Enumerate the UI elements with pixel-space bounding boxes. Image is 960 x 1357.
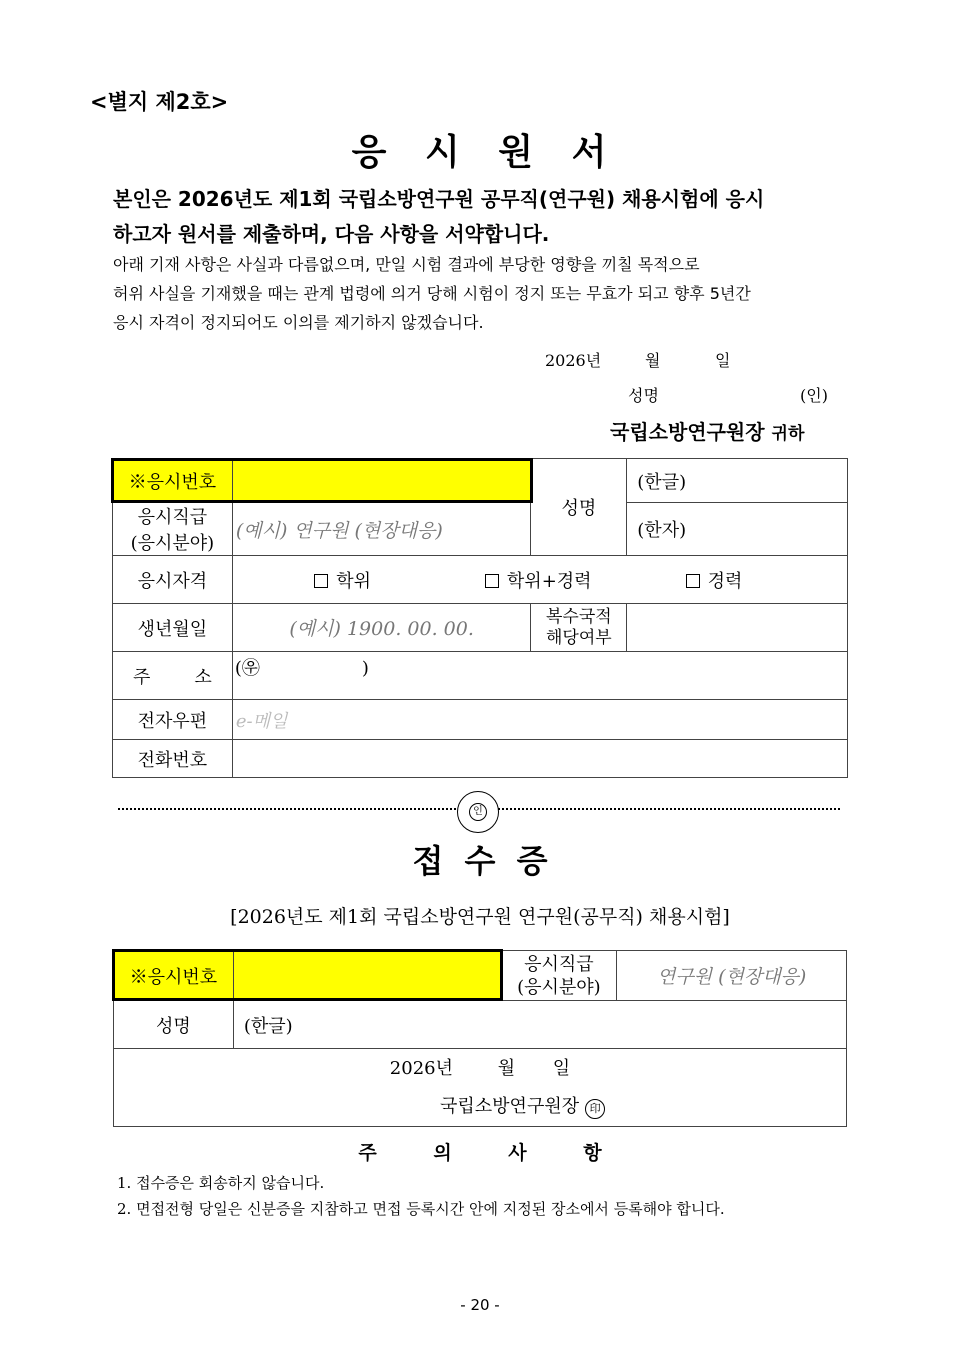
receipt-korean-label: (한글) <box>243 1015 293 1037</box>
receipt-issuer <box>114 1088 846 1126</box>
address-label-char-1: 주 <box>133 666 151 688</box>
qualification-option-career[interactable] <box>686 567 786 593</box>
receipt-table <box>113 950 847 1127</box>
dual-nationality-label <box>531 604 627 652</box>
application-table <box>112 458 848 778</box>
addressee <box>610 416 804 445</box>
phone-field[interactable] <box>232 740 847 778</box>
receipt-position-value: 연구원 (현장대응) <box>617 951 847 1001</box>
address-label-char-2: 소 <box>194 666 212 688</box>
position-label <box>113 503 233 556</box>
receipt-name-field[interactable] <box>233 1001 846 1049</box>
receipt-position-line-1: 응시직급 <box>524 953 594 975</box>
receipt-subtitle: [2026년도 제1회 국립소방연구원 연구원(공무직) 채용시험] <box>230 906 730 928</box>
pledge-text <box>113 250 848 337</box>
appendix-label: <별지 제2호> <box>90 90 229 114</box>
postal-suffix: ) <box>361 658 369 679</box>
email-field[interactable]: e-메일 <box>232 700 847 740</box>
phone-label: 전화번호 <box>113 740 233 778</box>
receipt-position-label <box>501 951 617 1001</box>
date-month: 월 <box>645 351 661 370</box>
sign-name-label: 성명 <box>628 386 659 405</box>
qualification-options <box>232 556 847 604</box>
addressee-name: 국립소방연구원장 <box>610 420 765 444</box>
name-label: 성명 <box>531 459 627 556</box>
korean-label: (한글) <box>637 471 687 493</box>
declaration-line-2: 하고자 원서를 제출하며, 다음 사항을 서약합니다. <box>113 222 550 246</box>
receipt-date-day: 일 <box>552 1057 571 1079</box>
name-hanja-field[interactable] <box>627 503 848 556</box>
date-year: 2026년 <box>545 351 602 370</box>
pledge-line-3: 응시 자격이 정지되어도 이의를 제기하지 않겠습니다. <box>113 313 484 332</box>
checkbox-icon[interactable] <box>485 574 499 588</box>
receipt-date <box>114 1050 846 1088</box>
notice-item: 1. 접수증은 회송하지 않습니다. <box>117 1174 325 1192</box>
sign-seal: (인) <box>800 386 828 405</box>
address-label <box>113 652 233 700</box>
checkbox-icon[interactable] <box>686 574 700 588</box>
receipt-exam-number-field[interactable] <box>233 951 501 1001</box>
checkbox-icon[interactable] <box>314 574 328 588</box>
sign-line <box>628 383 828 406</box>
receipt-name-label: 성명 <box>114 1001 234 1049</box>
exam-number-field[interactable] <box>232 459 531 503</box>
pledge-line-2: 허위 사실을 기재했을 때는 관계 법령에 의거 당해 시험이 정지 또는 무효가 되고 향후 5년간 <box>113 284 751 303</box>
notice-item: 2. 면접전형 당일은 신분증을 지참하고 면접 등록시간 안에 지정된 장소에서 등록해야 합니다. <box>117 1200 725 1218</box>
option-label: 학위+경력 <box>506 570 592 592</box>
postal-prefix: (㉾ <box>234 658 260 679</box>
addressee-honorific: 귀하 <box>771 424 805 444</box>
dual-nationality-line-2: 해당여부 <box>546 627 612 648</box>
declaration-line-1: 본인은 2026년도 제1회 국립소방연구원 공무직(연구원) 채용시험에 응시 <box>113 187 765 211</box>
date-day: 일 <box>715 351 731 370</box>
dual-nationality-field[interactable] <box>627 604 848 652</box>
receipt-position-line-2: (응시분야) <box>517 976 601 998</box>
seal-stamp-mark: 인 <box>469 803 487 821</box>
receipt-title: 접 수 증 <box>412 842 548 880</box>
form-title: 응 시 원 서 <box>351 132 609 173</box>
exam-number-label: ※응시번호 <box>113 459 233 503</box>
date-line <box>545 348 730 371</box>
seal-icon: 印 <box>585 1099 605 1119</box>
qualification-label: 응시자격 <box>113 556 233 604</box>
option-label: 학위 <box>336 570 371 592</box>
birthdate-field[interactable]: (예시) 1900. 00. 00. <box>232 604 531 652</box>
hanja-label: (한자) <box>637 520 687 541</box>
pledge-line-1: 아래 기재 사항은 사실과 다름없으며, 만일 시험 결과에 부당한 영향을 끼칠 목적으로 <box>113 255 700 274</box>
notice-title: 주 의 사 항 <box>358 1142 602 1164</box>
birthdate-label: 생년월일 <box>113 604 233 652</box>
qualification-option-degree[interactable] <box>314 567 479 593</box>
receipt-issuer-name: 국립소방연구원장 <box>440 1095 580 1117</box>
receipt-date-issuer <box>114 1049 847 1127</box>
receipt-exam-number-label: ※응시번호 <box>114 951 234 1001</box>
qualification-option-degree-career[interactable] <box>485 567 680 593</box>
receipt-date-year: 2026년 <box>389 1057 453 1079</box>
position-field[interactable]: (예시) 연구원 (현장대응) <box>232 503 531 556</box>
name-korean-field[interactable] <box>627 459 848 503</box>
email-label: 전자우편 <box>113 700 233 740</box>
page-number: - 20 - <box>460 1296 500 1314</box>
position-label-line-2: (응시분야) <box>130 533 215 554</box>
position-label-line-1: 응시직급 <box>137 507 208 528</box>
receipt-date-month: 월 <box>497 1057 516 1079</box>
dual-nationality-line-1: 복수국적 <box>546 606 612 627</box>
option-label: 경력 <box>707 570 743 592</box>
address-field[interactable] <box>232 652 847 700</box>
